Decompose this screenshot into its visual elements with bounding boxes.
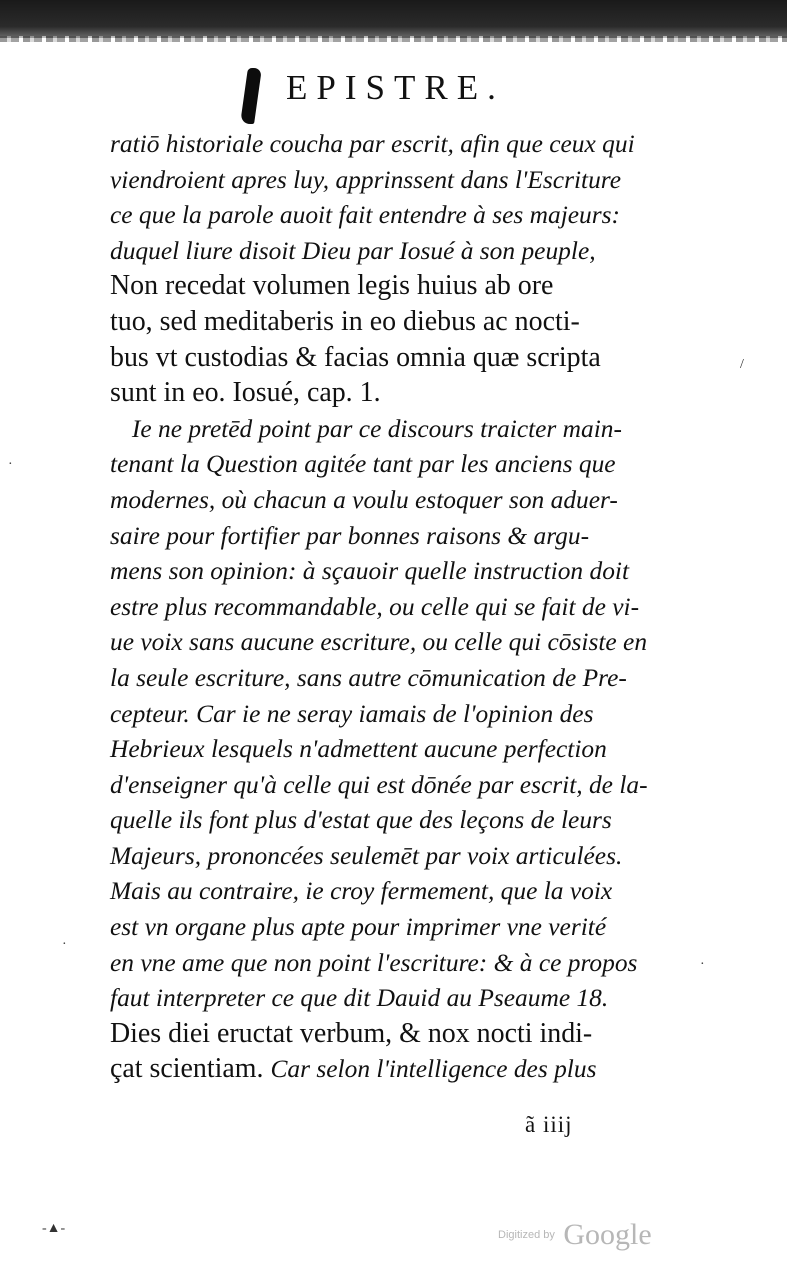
text-line: duquel liure disoit Dieu par Iosué à son peuple, bbox=[110, 235, 596, 265]
text-line: sunt in eo. Iosué, cap. 1. bbox=[110, 377, 381, 409]
text-line: Dies diei eructat verbum, & nox nocti indi- bbox=[110, 1017, 593, 1049]
text-line: ue voix sans aucune escriture, ou celle qui cōsiste en bbox=[110, 627, 648, 657]
text-line: d'enseigner qu'à celle qui est dōnée par escrit, de la- bbox=[110, 769, 648, 799]
text-line: estre plus recommandable, ou celle qui se fait de vi- bbox=[110, 591, 640, 621]
page-title: EPISTRE. bbox=[286, 68, 505, 107]
text-line: la seule escriture, sans autre cōmunication de Pre- bbox=[110, 662, 627, 692]
stray-ink-mark: -▲- bbox=[42, 1221, 66, 1236]
stray-ink-mark: · bbox=[62, 937, 67, 952]
text-line: Non recedat volumen legis huius ab ore bbox=[110, 270, 554, 302]
stray-ink-mark: · bbox=[8, 457, 13, 472]
running-head bbox=[110, 60, 690, 124]
text-line: viendroient apres luy, apprinssent dans l'Escriture bbox=[110, 164, 622, 194]
text-line: modernes, où chacun a voulu estoquer son aduer- bbox=[110, 484, 618, 514]
text-line: quelle ils font plus d'estat que des leçons de leurs bbox=[110, 805, 612, 835]
scan-top-edge bbox=[0, 0, 787, 38]
text-line: tuo, sed meditaberis in eo diebus ac nocti- bbox=[110, 305, 580, 337]
signature-mark: ã iiij bbox=[525, 1112, 573, 1137]
google-brand: Google bbox=[563, 1218, 652, 1251]
text-line: Mais au contraire, ie croy fermement, que la voix bbox=[110, 876, 613, 906]
text-line: Majeurs, prononcées seulemēt par voix articulées. bbox=[110, 840, 623, 870]
scan-edge-noise bbox=[0, 36, 787, 42]
text-line-italic: Car selon l'intelligence des plus bbox=[270, 1054, 597, 1084]
stray-ink-mark: · bbox=[700, 957, 705, 972]
stray-ink-mark: / bbox=[740, 357, 744, 372]
text-line: ce que la parole auoit fait entendre à ses majeurs: bbox=[110, 200, 621, 230]
digitized-watermark bbox=[498, 1218, 652, 1252]
text-line: cepteur. Car ie ne seray iamais de l'opinion des bbox=[110, 698, 594, 728]
text-line-roman: çat scientiam. bbox=[110, 1053, 271, 1085]
text-line: ratiō historiale coucha par escrit, afin que ceux qui bbox=[110, 129, 635, 158]
ink-blot-mark bbox=[240, 68, 262, 124]
text-line bbox=[110, 1051, 688, 1087]
book-page bbox=[110, 60, 690, 1087]
text-line: faut interpreter ce que dit Dauid au Pseaume 18. bbox=[110, 983, 609, 1013]
text-line: mens son opinion: à sçauoir quelle instruction doit bbox=[110, 556, 630, 586]
body-text bbox=[110, 126, 690, 1087]
digitized-prefix: Digitized by bbox=[498, 1229, 555, 1241]
text-line: saire pour fortifier par bonnes raisons & argu- bbox=[110, 520, 590, 550]
text-line: tenant la Question agitée tant par les anciens que bbox=[110, 449, 616, 479]
text-line: est vn organe plus apte pour imprimer vne verité bbox=[110, 912, 607, 942]
text-line: Ie ne pretēd point par ce discours traicter main- bbox=[131, 413, 622, 443]
text-line: en vne ame que non point l'escriture: & à ce propos bbox=[110, 947, 638, 977]
text-line: bus vt custodias & facias omnia quæ scripta bbox=[110, 341, 601, 373]
text-line: Hebrieux lesquels n'admettent aucune perfection bbox=[110, 734, 607, 764]
